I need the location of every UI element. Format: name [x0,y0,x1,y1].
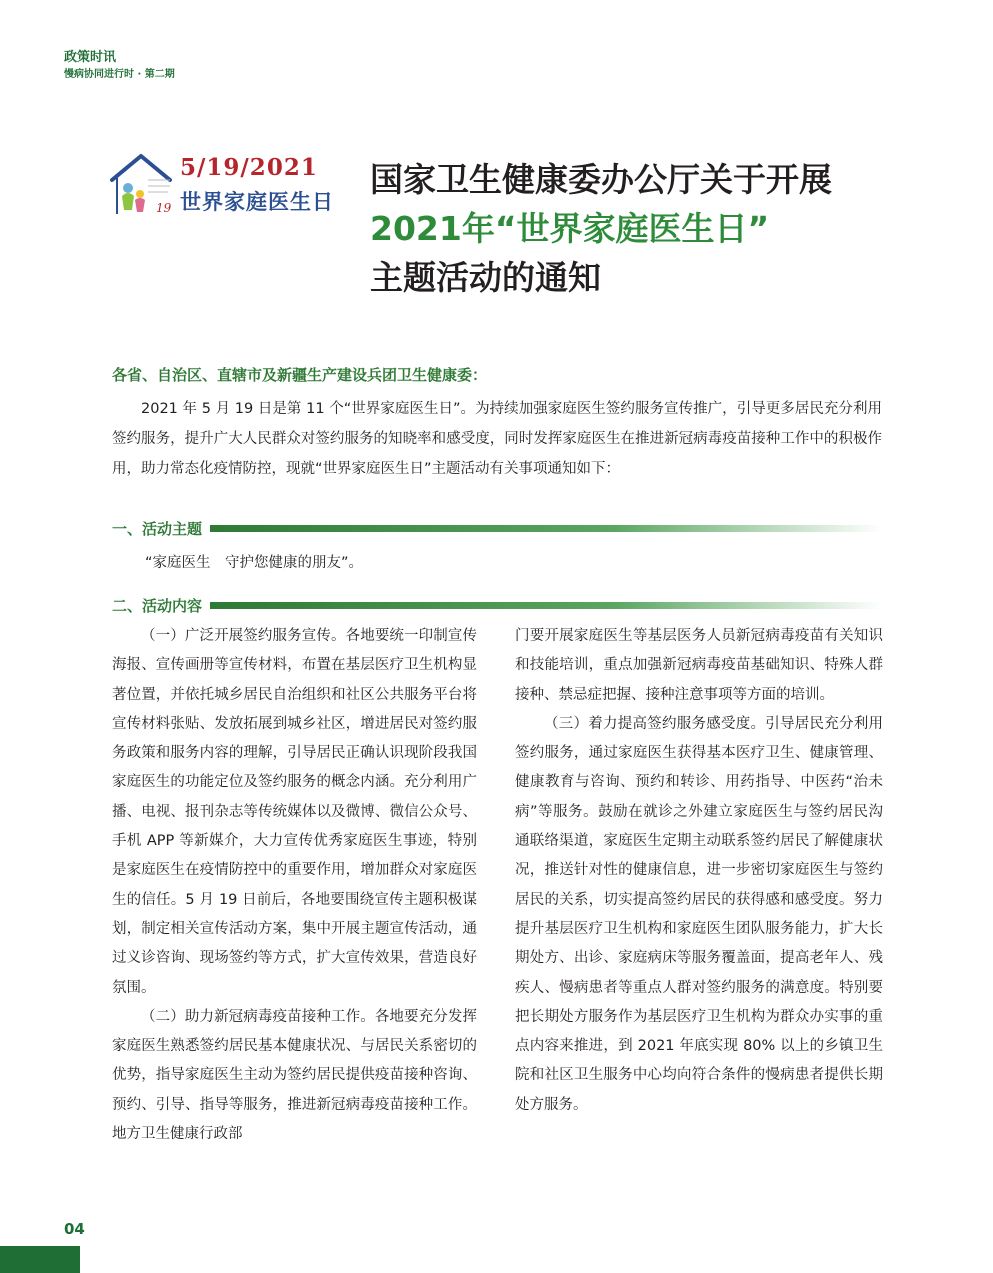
paragraph-training: 门要开展家庭医生等基层医务人员新冠病毒疫苗有关知识和技能培训，重点加强新冠病毒疫苗基础知识、特殊人群接种、禁忌症把握、接种注意事项等方面的培训。 [515,628,883,703]
title-line-1: 国家卫生健康委办公厅关于开展 [370,160,832,199]
footer-bar [0,1246,80,1273]
header-issue: 慢病协同进行时 · 第二期 [64,69,175,80]
left-column [112,622,477,1149]
logo-date: 5/19/2021 [180,154,318,181]
page-number: 04 [64,1220,85,1238]
running-header [64,50,175,82]
right-column [515,622,883,1120]
section-heading-theme [112,517,882,539]
paragraph-publicity: （一）广泛开展签约服务宣传。各地要统一印制宣传海报、宣传画册等宣传材料，布置在基层医疗卫生机构显著位置，并依托城乡居民自治组织和社区公共服务平台将宣传材料张贴、发放拓展到城乡社区，增进居民对签约服务政策和服务内容的理解，引导居民正确认识现阶段我国家庭医生的功能定位及签约服务的概念内涵。充分利用广播、电视、报刊杂志等传统媒体以及微博、微信公众号、手机 APP 等新媒介，大力宣传优秀家庭医生事迹，特别是家庭医生在疫情防控中的重要作用，增加群众对家庭医生的信任。5 月 19 日前后，各地要围绕宣传主题积极谋划，制定相关宣传活动方案，集中开展主题宣传活动，通过义诊咨询、现场签约等方式，扩大宣传效果，营造良好氛围。 [112,628,477,996]
activity-theme: “家庭医生 守护您健康的朋友”。 [145,555,364,571]
section-divider [210,602,882,609]
world-family-doctor-day-logo [108,150,343,220]
logo-badge-text: 19 [156,201,172,215]
section2-heading: 二、活动内容 [112,596,203,615]
paragraph-vaccination: （二）助力新冠病毒疫苗接种工作。各地要充分发挥家庭医生熟悉签约居民基本健康状况、与居民关系密切的优势，指导家庭医生主动为签约居民提供疫苗接种咨询、预约、引导、指导等服务，推进新冠病毒疫苗接种工作。地方卫生健康行政部 [112,1008,477,1143]
title-line-3: 主题活动的通知 [370,258,601,297]
article-title [370,155,970,302]
title-line-2: 2021年“世界家庭医生日” [370,209,770,248]
intro-paragraph: 2021 年 5 月 19 日是第 11 个“世界家庭医生日”。为持续加强家庭医生签约服务宣传推广，引导更多居民充分利用签约服务，提升广大人民群众对签约服务的知晓率和感受度，同时发挥家庭医生在推进新冠病毒疫苗接种工作中的积极作用，助力常态化疫情防控，现就“世界家庭医生日”主题活动有关事项通知如下： [112,401,882,477]
salutation: 各省、自治区、直辖市及新疆生产建设兵团卫生健康委： [112,366,488,384]
paragraph-satisfaction: （三）着力提高签约服务感受度。引导居民充分利用签约服务，通过家庭医生获得基本医疗卫生、健康管理、健康教育与咨询、预约和转诊、用药指导、中医药“治未病”等服务。鼓励在就诊之外建立家庭医生与签约居民沟通联络渠道，家庭医生定期主动联系签约居民了解健康状况，推送针对性的健康信息，进一步密切家庭医生与签约居民的关系，切实提高签约居民的获得感和感受度。努力提升基层医疗卫生机构和家庭医生团队服务能力，扩大长期处方、出诊、家庭病床等服务覆盖面，提高老年人、残疾人、慢病患者等重点人群对签约服务的满意度。特别要把长期处方服务作为基层医疗卫生机构为群众办实事的重点内容来推进，到 2021 年底实现 80% 以上的乡镇卫生院和社区卫生服务中心均向符合条件的慢病患者提供长期处方服务。 [515,715,883,1113]
logo-name: 世界家庭医生日 [180,190,334,214]
header-section-name: 政策时讯 [64,50,117,65]
section-divider [210,525,882,532]
house-logo-icon [108,150,178,220]
section1-heading: 一、活动主题 [112,519,203,538]
section-heading-content [112,594,882,616]
